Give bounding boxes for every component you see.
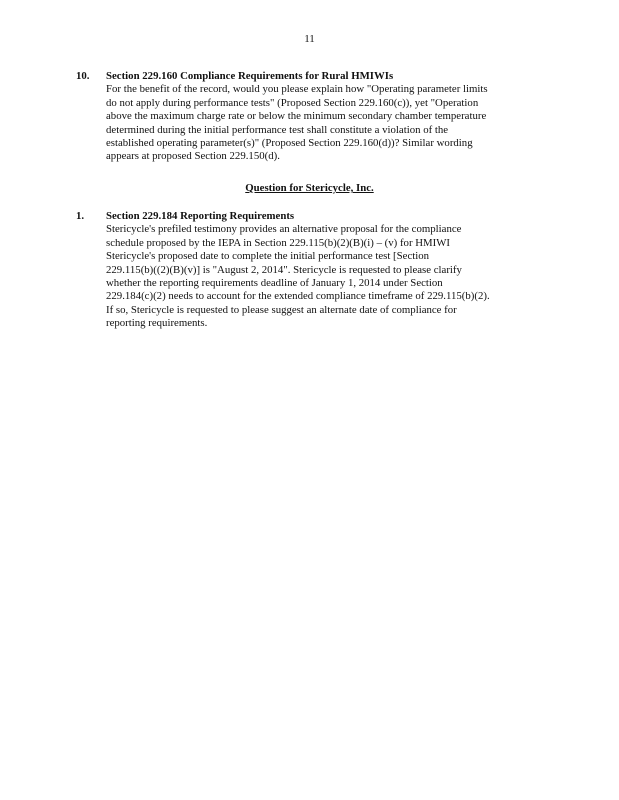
body-line: For the benefit of the record, would you please explain how "Operating parameter limits <box>106 83 488 96</box>
body-line: schedule proposed by the IEPA in Section 229.115(b)(2)(B)(i) – (v) for HMIWI <box>106 236 451 249</box>
section-heading: Section 229.160 Compliance Requirements for Rural HMIWIs <box>106 70 394 82</box>
body-line: above the maximum charge rate or below the minimum secondary chamber temperature <box>106 110 487 123</box>
section-number: 10. <box>76 70 90 82</box>
body-line: reporting requirements. <box>106 317 208 330</box>
body-line: If so, Stericycle is requested to please suggest an alternate date of compliance for <box>106 303 457 316</box>
section-10 <box>76 70 526 164</box>
section-body <box>106 83 526 163</box>
body-line: do not apply during performance tests" (Proposed Section 229.160(c)), yet "Operation <box>106 96 479 109</box>
body-line: appears at proposed Section 229.150(d). <box>106 150 280 163</box>
question-heading: Question for Stericycle, Inc. <box>245 182 374 194</box>
body-line: Stericycle's proposed date to complete the initial performance test [Section <box>106 250 430 263</box>
body-line: 229.184(c)(2) needs to account for the extended compliance timeframe of 229.115(b)(2). <box>106 290 490 303</box>
section-body <box>106 223 526 330</box>
section-1 <box>76 210 526 331</box>
body-line: established operating parameter(s)" (Proposed Section 229.160(d))? Similar wording <box>106 137 473 150</box>
section-heading: Section 229.184 Reporting Requirements <box>106 210 295 222</box>
body-line: Stericycle's prefiled testimony provides an alternative proposal for the compliance <box>106 223 462 236</box>
page-number: 11 <box>304 33 315 45</box>
section-number: 1. <box>76 210 85 222</box>
body-line: 229.115(b)((2)(B)(v)] is "August 2, 2014". Stericycle is requested to please clarify <box>106 263 462 276</box>
body-line: whether the reporting requirements deadline of January 1, 2014 under Section <box>106 277 443 290</box>
body-line: determined during the initial performance test shall constitute a violation of the <box>106 123 449 136</box>
